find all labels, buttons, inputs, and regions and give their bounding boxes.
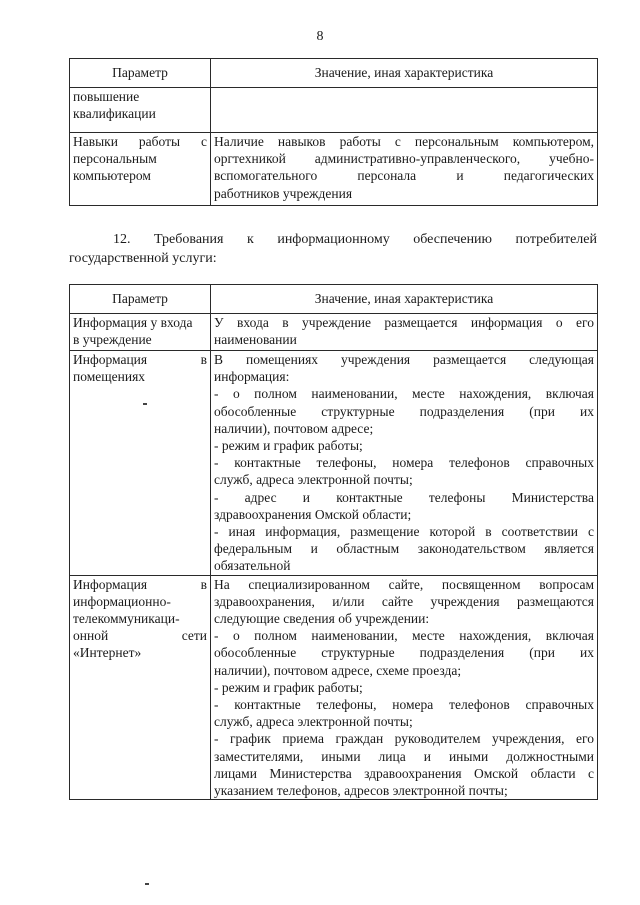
value-line: - контактные телефоны, номера телефонов справочных xyxy=(214,455,594,471)
value-line: - режим и график работы; xyxy=(214,679,363,695)
stray-dash-mark xyxy=(143,403,147,405)
header-value: Значение, иная характеристика xyxy=(211,285,598,314)
table-header-row xyxy=(70,285,598,314)
param-cell xyxy=(70,314,211,351)
value-line: служб, адреса электронной почты; xyxy=(214,472,413,488)
value-cell xyxy=(211,351,598,576)
header-value: Значение, иная характеристика xyxy=(211,59,598,88)
param-line: Информация в xyxy=(73,576,207,592)
value-line: - контактные телефоны, номера телефонов справочных xyxy=(214,697,594,713)
value-line: обязательной xyxy=(214,558,291,574)
value-line: - режим и график работы; xyxy=(214,438,363,454)
qualification-table xyxy=(69,58,598,206)
value-line: наименовании xyxy=(214,332,297,348)
value-line: обособленные структурные подразделения (при их xyxy=(214,403,594,419)
value-cell xyxy=(211,314,598,351)
param-line: компьютером xyxy=(73,168,151,184)
value-line: заместителями, иными лица и иными должностными xyxy=(214,748,594,764)
value-line: - о полном наименовании, месте нахождения, включая xyxy=(214,386,594,402)
param-line: квалификации xyxy=(73,106,156,122)
value-line: обособленные структурные подразделения (при их xyxy=(214,645,594,661)
stray-dot-mark xyxy=(145,883,149,885)
table-row xyxy=(70,351,598,576)
value-line: У входа в учреждение размещается информация о его xyxy=(214,315,594,330)
value-line: здравоохранения, и/или сайте учреждения размещаются xyxy=(214,593,594,609)
section-12-heading xyxy=(69,230,597,268)
value-line: здравоохранения Омской области; xyxy=(214,506,412,522)
value-line: В помещениях учреждения размещается следующая xyxy=(214,352,594,367)
table-header-row xyxy=(70,59,598,88)
param-line: Навыки работы с xyxy=(73,134,207,149)
value-line: указанием телефонов, адресов электронной почты; xyxy=(214,783,508,799)
param-cell xyxy=(70,575,211,800)
value-line: - адрес и контактные телефоны Министерства xyxy=(214,489,594,505)
header-parameter: Параметр xyxy=(70,285,211,314)
header-parameter: Параметр xyxy=(70,59,211,88)
section-12-line: 12. Требования к информационному обеспечению потребителей xyxy=(113,232,597,247)
value-line: лицами Министерства здравоохранения Омской области с xyxy=(214,765,594,781)
value-cell-empty xyxy=(211,88,598,133)
value-line: - иная информация, размещение которой в соответствии с xyxy=(214,524,594,540)
information-requirements-table xyxy=(69,284,598,800)
param-line: онной сети xyxy=(73,628,207,644)
param-cell xyxy=(70,351,211,576)
value-cell xyxy=(211,133,598,206)
param-line: в учреждение xyxy=(73,332,152,348)
table-row xyxy=(70,314,598,351)
value-line: - график приема граждан руководителем учреждения, его xyxy=(214,731,594,747)
value-line: служб, адреса электронной почты; xyxy=(214,714,413,730)
value-cell xyxy=(211,575,598,800)
page-number: 8 xyxy=(316,29,324,44)
value-line: оргтехникой административно-управленческого, учебно- xyxy=(214,151,594,167)
value-line: федеральным и областным законодательством является xyxy=(214,541,594,557)
value-line: - о полном наименовании, месте нахождения, включая xyxy=(214,628,594,644)
value-line: наличии), почтовом адресе, схеме проезда; xyxy=(214,662,462,678)
value-line: наличии), почтовом адресе; xyxy=(214,420,374,436)
value-line: информация: xyxy=(214,369,290,385)
param-line: повышение xyxy=(73,89,140,104)
value-line: Наличие навыков работы с персональным компьютером, xyxy=(214,134,594,149)
table-row xyxy=(70,88,598,133)
param-line: Информация у входа xyxy=(73,315,193,330)
table-row xyxy=(70,133,598,206)
value-line: работников учреждения xyxy=(214,185,353,201)
section-12-line: государственной услуги: xyxy=(69,251,217,266)
param-line: телекоммуникаци- xyxy=(73,611,180,627)
param-line: «Интернет» xyxy=(73,645,142,661)
table-row xyxy=(70,575,598,800)
value-line: вспомогательного персонала и педагогических xyxy=(214,168,594,184)
value-line: На специализированном сайте, посвященном вопросам xyxy=(214,576,594,592)
param-cell xyxy=(70,133,211,206)
param-line: Информация в xyxy=(73,352,207,367)
param-line: помещениях xyxy=(73,369,146,385)
param-line: информационно- xyxy=(73,593,171,609)
value-line: следующие сведения об учреждении: xyxy=(214,611,430,627)
param-line: персональным xyxy=(73,151,157,167)
param-cell xyxy=(70,88,211,133)
